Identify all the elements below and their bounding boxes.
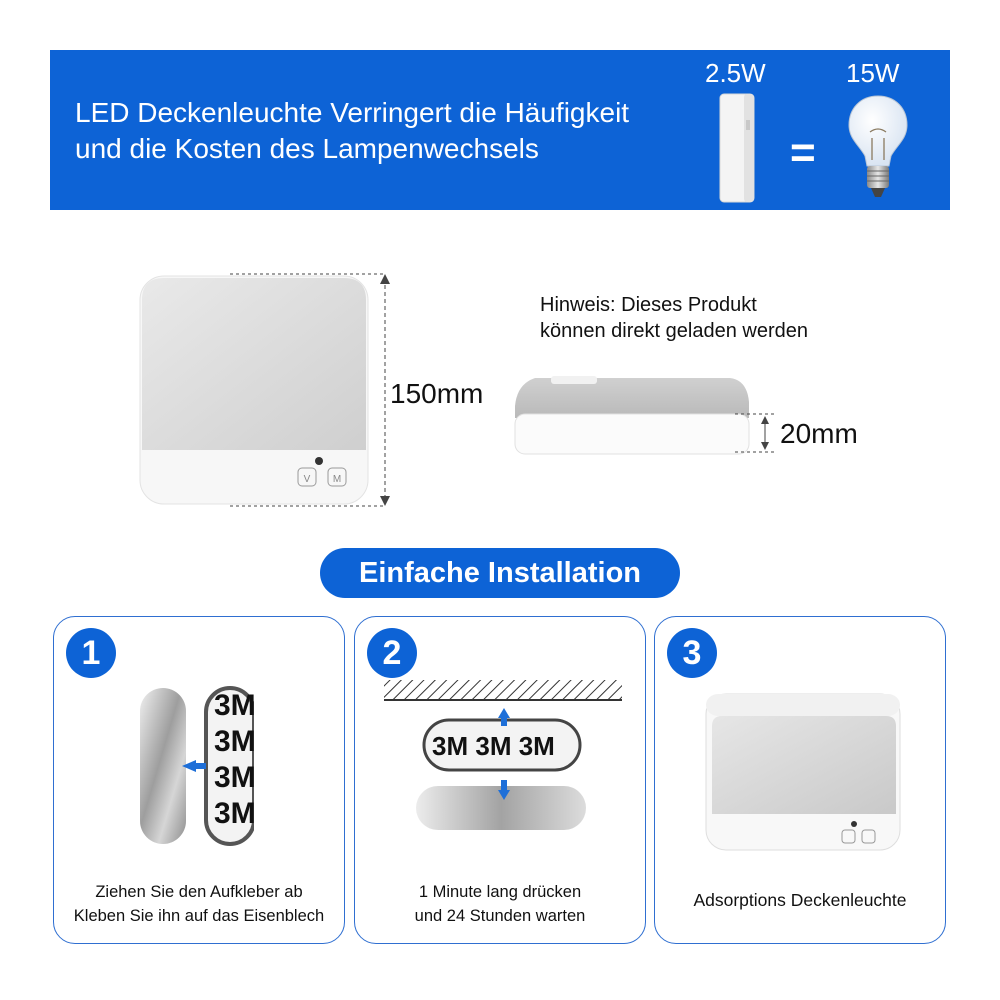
step-number-1: 1	[66, 628, 116, 678]
thickness-dimension-line	[735, 410, 785, 456]
step-number-3: 3	[667, 628, 717, 678]
light-bulb-icon	[846, 94, 910, 200]
step-1-caption-line-1: Ziehen Sie den Aufkleber ab	[95, 883, 303, 901]
step-2-caption	[354, 880, 646, 928]
tape-label: 3M	[214, 725, 256, 758]
tape-label: 3M	[214, 761, 256, 794]
step-2-caption-line-2: und 24 Stunden warten	[414, 907, 586, 925]
step-number-2: 2	[367, 628, 417, 678]
headline-line-1: LED Deckenleuchte Verringert die Häufigkeit	[75, 97, 630, 128]
step-3-caption	[654, 888, 946, 912]
step-3-caption-line-1: Adsorptions Deckenleuchte	[693, 890, 907, 910]
lamp-side-view	[505, 370, 765, 460]
svg-text:M: M	[332, 474, 342, 485]
tape-3m-horizontal	[432, 724, 572, 768]
installation-heading: Einfache Installation	[320, 548, 680, 598]
tape-label: 3M	[214, 797, 256, 830]
headline-line-2: und die Kosten des Lampenwechsels	[75, 133, 539, 164]
step-3-illustration	[700, 690, 906, 856]
height-label: 150mm	[390, 378, 484, 409]
note-line-2: können direkt geladen werden	[540, 320, 808, 342]
step-1-caption	[53, 880, 345, 928]
step-2-caption-line-1: 1 Minute lang drücken	[418, 883, 582, 901]
tape-label: 3M	[432, 731, 469, 761]
headline	[75, 95, 695, 167]
svg-text:V: V	[303, 474, 311, 485]
height-dimension-line	[225, 268, 405, 512]
led-profile-icon	[718, 92, 758, 204]
tape-label: 3M	[214, 689, 256, 722]
thickness-label: 20mm	[780, 418, 858, 449]
step-1-caption-line-2: Kleben Sie ihn auf das Eisenblech	[73, 907, 325, 925]
tape-3m-vertical	[206, 688, 256, 848]
led-power-label: 2.5W	[705, 58, 766, 88]
equals-sign: =	[790, 128, 816, 177]
tape-label: 3M	[475, 731, 512, 761]
tape-label: 3M	[518, 731, 555, 761]
note-line-1: Hinweis: Dieses Produkt	[540, 294, 757, 316]
charging-note	[540, 292, 808, 344]
bulb-power-label: 15W	[846, 58, 900, 88]
